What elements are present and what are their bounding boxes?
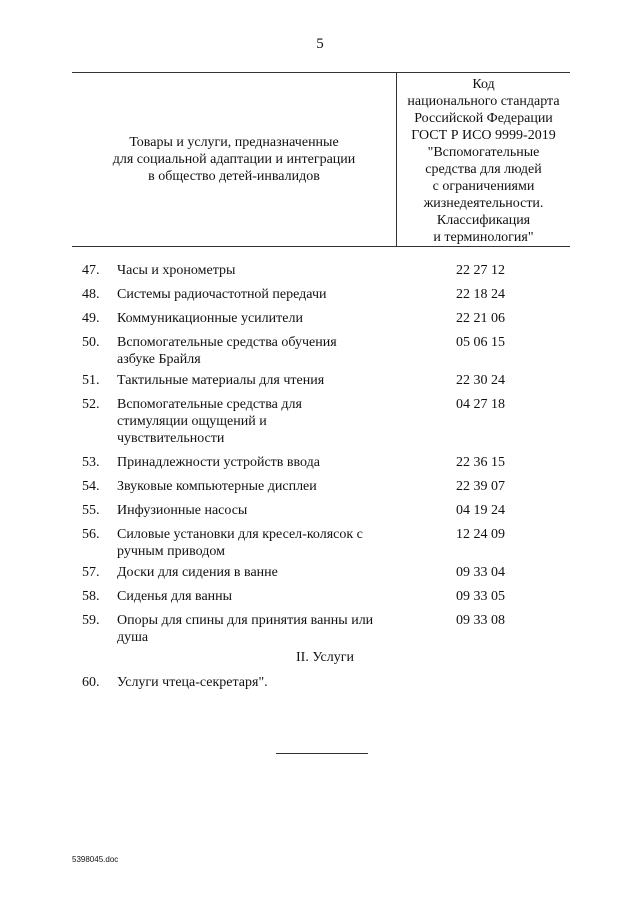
- row-number: 56.: [82, 527, 100, 542]
- table-row: [0, 452, 640, 476]
- row-name: Сиденья для ванны: [117, 589, 233, 604]
- row-name: Доски для сидения в ванне: [117, 565, 278, 580]
- table-row: [0, 610, 640, 648]
- header-goods-line: в общество детей-инвалидов: [148, 168, 320, 184]
- row-code: 22 36 15: [456, 455, 505, 470]
- row-number: 47.: [82, 263, 100, 278]
- row-code: 22 30 24: [456, 373, 505, 388]
- table-row: [0, 524, 640, 562]
- row-name: Системы радиочастотной передачи: [117, 287, 327, 302]
- row-number: 58.: [82, 589, 100, 604]
- row-code: 05 06 15: [456, 335, 505, 350]
- row-name: Силовые установки для кресел-колясок с ручным приводом: [117, 527, 363, 559]
- row-code: 22 27 12: [456, 263, 505, 278]
- row-number: 48.: [82, 287, 100, 302]
- row-number: 51.: [82, 373, 100, 388]
- table-row: [0, 562, 640, 586]
- closing-rule: [276, 753, 368, 754]
- header-code-line: с ограничениями: [432, 179, 535, 194]
- row-name: Инфузионные насосы: [117, 503, 248, 518]
- row-number: 59.: [82, 613, 100, 628]
- row-code: 22 21 06: [456, 311, 505, 326]
- row-name: Вспомогательные средства обучения азбуке Брайля: [117, 335, 337, 367]
- table-row: [0, 672, 640, 696]
- table-row: [0, 500, 640, 524]
- row-name: Вспомогательные средства для стимуляции ощущений и чувствительности: [117, 397, 302, 446]
- row-name: Услуги чтеца-секретаря".: [117, 675, 268, 690]
- row-name: Принадлежности устройств ввода: [117, 455, 320, 470]
- row-code: 09 33 08: [456, 613, 505, 628]
- row-code: 04 27 18: [456, 397, 505, 412]
- header-code-line: национального стандарта: [407, 94, 560, 109]
- row-code: 09 33 05: [456, 589, 505, 604]
- row-name: Тактильные материалы для чтения: [117, 373, 325, 388]
- row-number: 52.: [82, 397, 100, 412]
- row-code: 22 39 07: [456, 479, 505, 494]
- row-name: Опоры для спины для принятия ванны или душа: [117, 613, 374, 645]
- row-code: 22 18 24: [456, 287, 505, 302]
- row-code: 12 24 09: [456, 527, 505, 542]
- file-name: 5398045.doc: [72, 855, 119, 864]
- header-code-line: "Вспомогательные: [427, 145, 540, 160]
- table-row: [0, 308, 640, 332]
- header-code-line: Код: [472, 77, 495, 92]
- row-number: 54.: [82, 479, 100, 494]
- table-row: [0, 394, 640, 452]
- row-number: 53.: [82, 455, 100, 470]
- table-row: [0, 260, 640, 284]
- header-code-line: Классификация: [436, 213, 531, 228]
- header-code-line: Российской Федерации: [414, 111, 553, 126]
- header-goods-column: [72, 72, 396, 246]
- section-title: [0, 648, 640, 672]
- header-code-line: ГОСТ Р ИСО 9999-2019: [411, 128, 556, 143]
- header-goods-line: Товары и услуги, предназначенные: [129, 134, 339, 150]
- row-number: 55.: [82, 503, 100, 518]
- table-row: [0, 284, 640, 308]
- table-row: [0, 370, 640, 394]
- section-title-text: II. Услуги: [296, 650, 354, 665]
- row-number: 57.: [82, 565, 100, 580]
- row-number: 49.: [82, 311, 100, 326]
- header-code-line: и терминология": [433, 230, 534, 245]
- row-name: Часы и хронометры: [117, 263, 236, 278]
- table-row: [0, 332, 640, 370]
- page-number: 5: [316, 36, 324, 52]
- header-code-line: средства для людей: [425, 162, 542, 177]
- row-number: 60.: [82, 675, 100, 690]
- row-number: 50.: [82, 335, 100, 350]
- table-row: [0, 586, 640, 610]
- header-goods-line: для социальной адаптации и интеграции: [112, 151, 356, 167]
- goods-table-body: [0, 260, 640, 696]
- header-bottom-rule: [72, 246, 570, 247]
- row-code: 09 33 04: [456, 565, 505, 580]
- row-name: Коммуникационные усилители: [117, 311, 303, 326]
- header-code-line: жизнедеятельности.: [423, 196, 544, 211]
- row-code: 04 19 24: [456, 503, 505, 518]
- row-name: Звуковые компьютерные дисплеи: [117, 479, 317, 494]
- table-row: [0, 476, 640, 500]
- header-code-column: [397, 76, 570, 246]
